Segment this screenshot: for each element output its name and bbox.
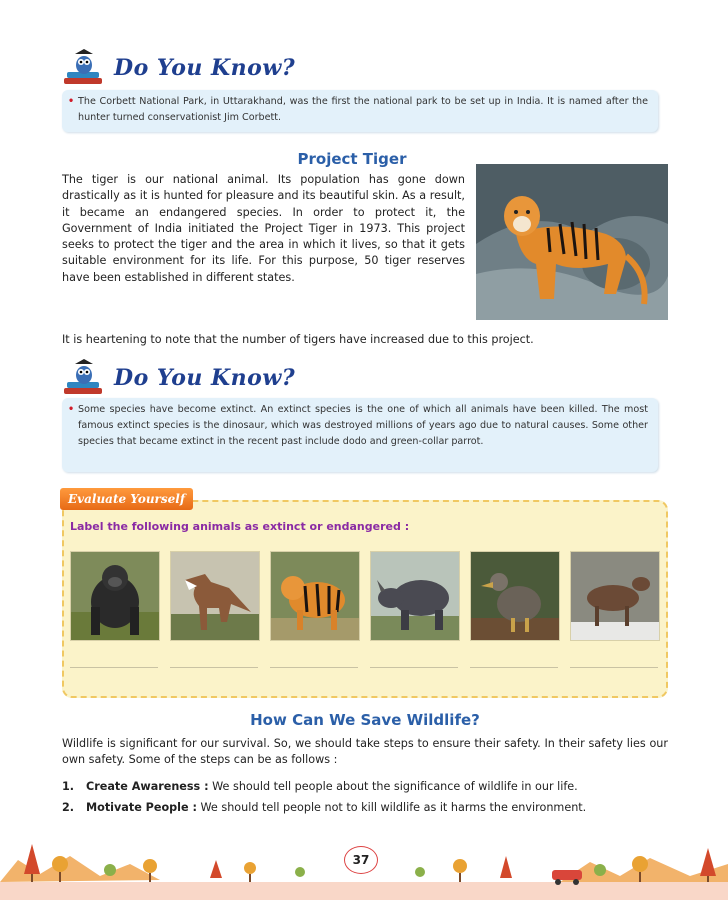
step-text: We should tell people about the significance of wildlife in our life. [212,780,578,793]
save-wildlife-paragraph: Wildlife is significant for our survival. So, we should take steps to ensure their safety. In their safety lies our own safety. Some of the steps can be as follows : [62,737,668,767]
step-number: 2. [62,801,75,814]
answer-line[interactable] [370,667,458,668]
save-wildlife-title: How Can We Save Wildlife? [250,711,480,729]
do-you-know-box-2 [62,398,658,472]
do-you-know-text-2: Some species have become extinct. An extinct species is the one of which all animals have been killed. The most famous extinct species is the dinosaur, which was destroyed millions of years ago due to natural causes. Some other species that became extinct in the recent past include dodo and green-collar parrot. [78,404,648,447]
do-you-know-box-1 [62,90,658,132]
owl-mascot-icon [62,358,106,398]
project-tiger-title: Project Tiger [297,150,407,168]
page-number: 37 [344,846,378,874]
do-you-know-header-1 [62,48,295,88]
answer-line[interactable] [170,667,258,668]
project-tiger-note: It is heartening to note that the number of tigers have increased due to this project. [62,333,534,346]
answer-line[interactable] [70,667,158,668]
evaluate-question: Label the following animals as extinct or endangered : [70,520,410,533]
do-you-know-text-1: The Corbett National Park, in Uttarakhand, was the first the national park to be set up in India. It is named after the hunter turned conservationist Jim Corbett. [78,96,648,123]
answer-line[interactable] [270,667,358,668]
evaluate-yourself-tab: Evaluate Yourself [60,488,193,510]
list-item [62,780,682,793]
do-you-know-title-1: Do You Know? [114,55,296,81]
answer-line[interactable] [470,667,558,668]
step-term: Create Awareness : [86,780,209,793]
project-tiger-paragraph: The tiger is our national animal. Its population has gone down drastically as it is hunted for pleasure and its beautiful skin. As a result, it became an endangered species. In order to protect it, the Government of India initiated the Project Tiger in 1973. This project seeks to protect the tiger and the area in which it lives, so that it gets suitable environment for its life. For this purpose, 50 tiger reserves have been established in different states. [62,173,465,284]
step-term: Motivate People : [86,801,197,814]
step-number: 1. [62,780,75,793]
bullet-icon: • [68,404,75,415]
rhinoceros-photo [370,551,460,641]
deer-photo [570,551,660,641]
step-text: We should tell people not to kill wildlife as it harms the environment. [200,801,587,814]
tiger-photo [476,164,668,320]
answer-line[interactable] [570,667,658,668]
gorilla-photo [70,551,160,641]
dodo-photo [470,551,560,641]
do-you-know-title-2: Do You Know? [114,365,296,391]
owl-mascot-icon [62,48,106,88]
steps-list [62,780,682,822]
bullet-icon: • [68,96,75,107]
do-you-know-header-2 [62,358,295,398]
tiger-photo-small [270,551,360,641]
dinosaur-photo [170,551,260,641]
list-item [62,801,682,814]
